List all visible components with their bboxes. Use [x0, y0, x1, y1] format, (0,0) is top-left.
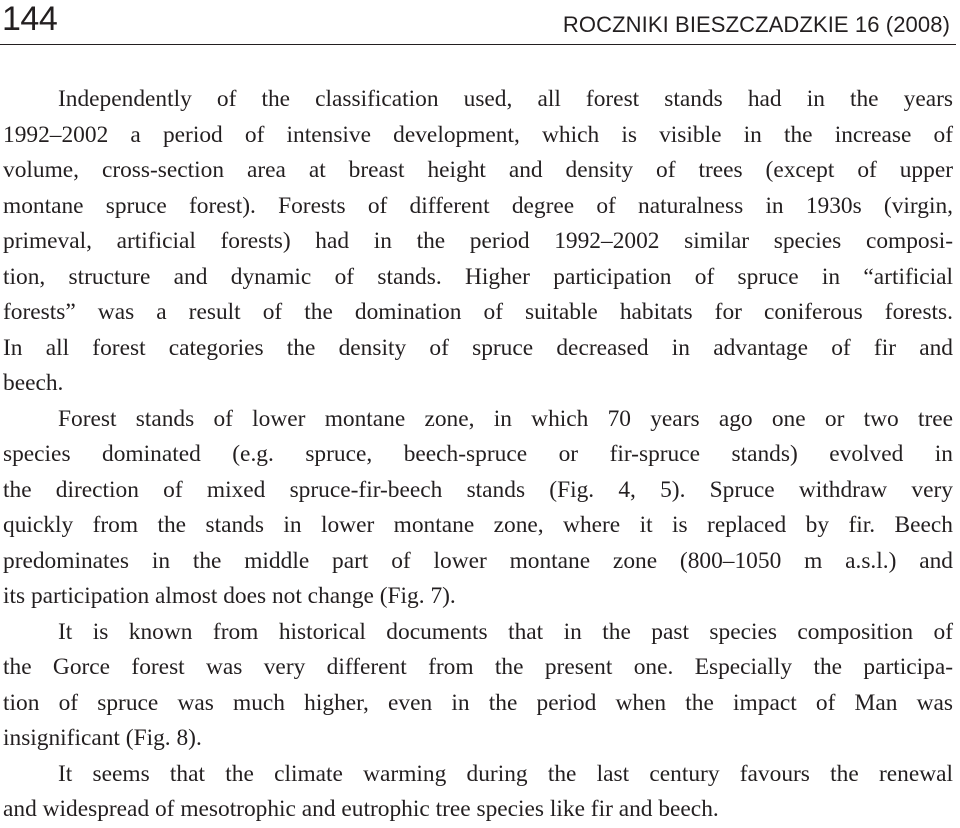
paragraph	[3, 615, 953, 757]
text-line: 1992–2002 a period of intensive development, which is visible in the increase of	[3, 121, 953, 148]
page-number: 144	[2, 0, 58, 38]
text-line: forests” was a result of the domination of suitable habitats for coniferous forests.	[3, 299, 953, 325]
text-line: insignificant (Fig. 8).	[3, 725, 202, 751]
text-line: Independently of the classification used, all forest stands had in the years	[58, 86, 953, 112]
text-line: predominates in the middle part of lower montane zone (800–1050 m a.s.l.) and	[3, 547, 953, 574]
text-line: It is known from historical documents that in the past species composition of	[58, 618, 953, 645]
text-line: its participation almost does not change (Fig. 7).	[3, 583, 456, 609]
text-line: the Gorce forest was very different from the present one. Especially the participa-	[3, 654, 953, 680]
body-text	[3, 82, 953, 828]
text-line: species dominated (e.g. spruce, beech-spruce or fir-spruce stands) evolved in	[3, 441, 953, 467]
text-line: tion, structure and dynamic of stands. Higher participation of spruce in “artificial	[3, 263, 953, 290]
text-line: It seems that the climate warming during the last century favours the renewal	[58, 760, 953, 787]
text-line: montane spruce forest). Forests of different degree of naturalness in 1930s (virgin,	[3, 192, 953, 219]
paragraph	[3, 82, 953, 402]
journal-title: ROCZNIKI BIESZCZADZKIE 16 (2008)	[562, 12, 950, 37]
text-line: the direction of mixed spruce-fir-beech stands (Fig. 4, 5). Spruce withdraw very	[3, 476, 953, 503]
paragraph	[3, 757, 953, 828]
text-line: and widespread of mesotrophic and eutrophic tree species like fir and beech.	[3, 796, 719, 822]
paragraph	[3, 402, 953, 615]
header-rule	[0, 44, 956, 45]
text-line: primeval, artificial forests) had in the period 1992–2002 similar species composi-	[3, 228, 953, 254]
text-line: tion of spruce was much higher, even in the period when the impact of Man was	[3, 689, 953, 716]
text-line: Forest stands of lower montane zone, in which 70 years ago one or two tree	[58, 405, 953, 432]
text-line: volume, cross-section area at breast height and density of trees (except of upper	[3, 157, 953, 183]
text-line: quickly from the stands in lower montane zone, where it is replaced by fir. Beech	[3, 512, 953, 538]
running-header	[0, 0, 956, 46]
text-line: beech.	[3, 370, 64, 396]
text-line: In all forest categories the density of spruce decreased in advantage of fir and	[3, 334, 953, 361]
